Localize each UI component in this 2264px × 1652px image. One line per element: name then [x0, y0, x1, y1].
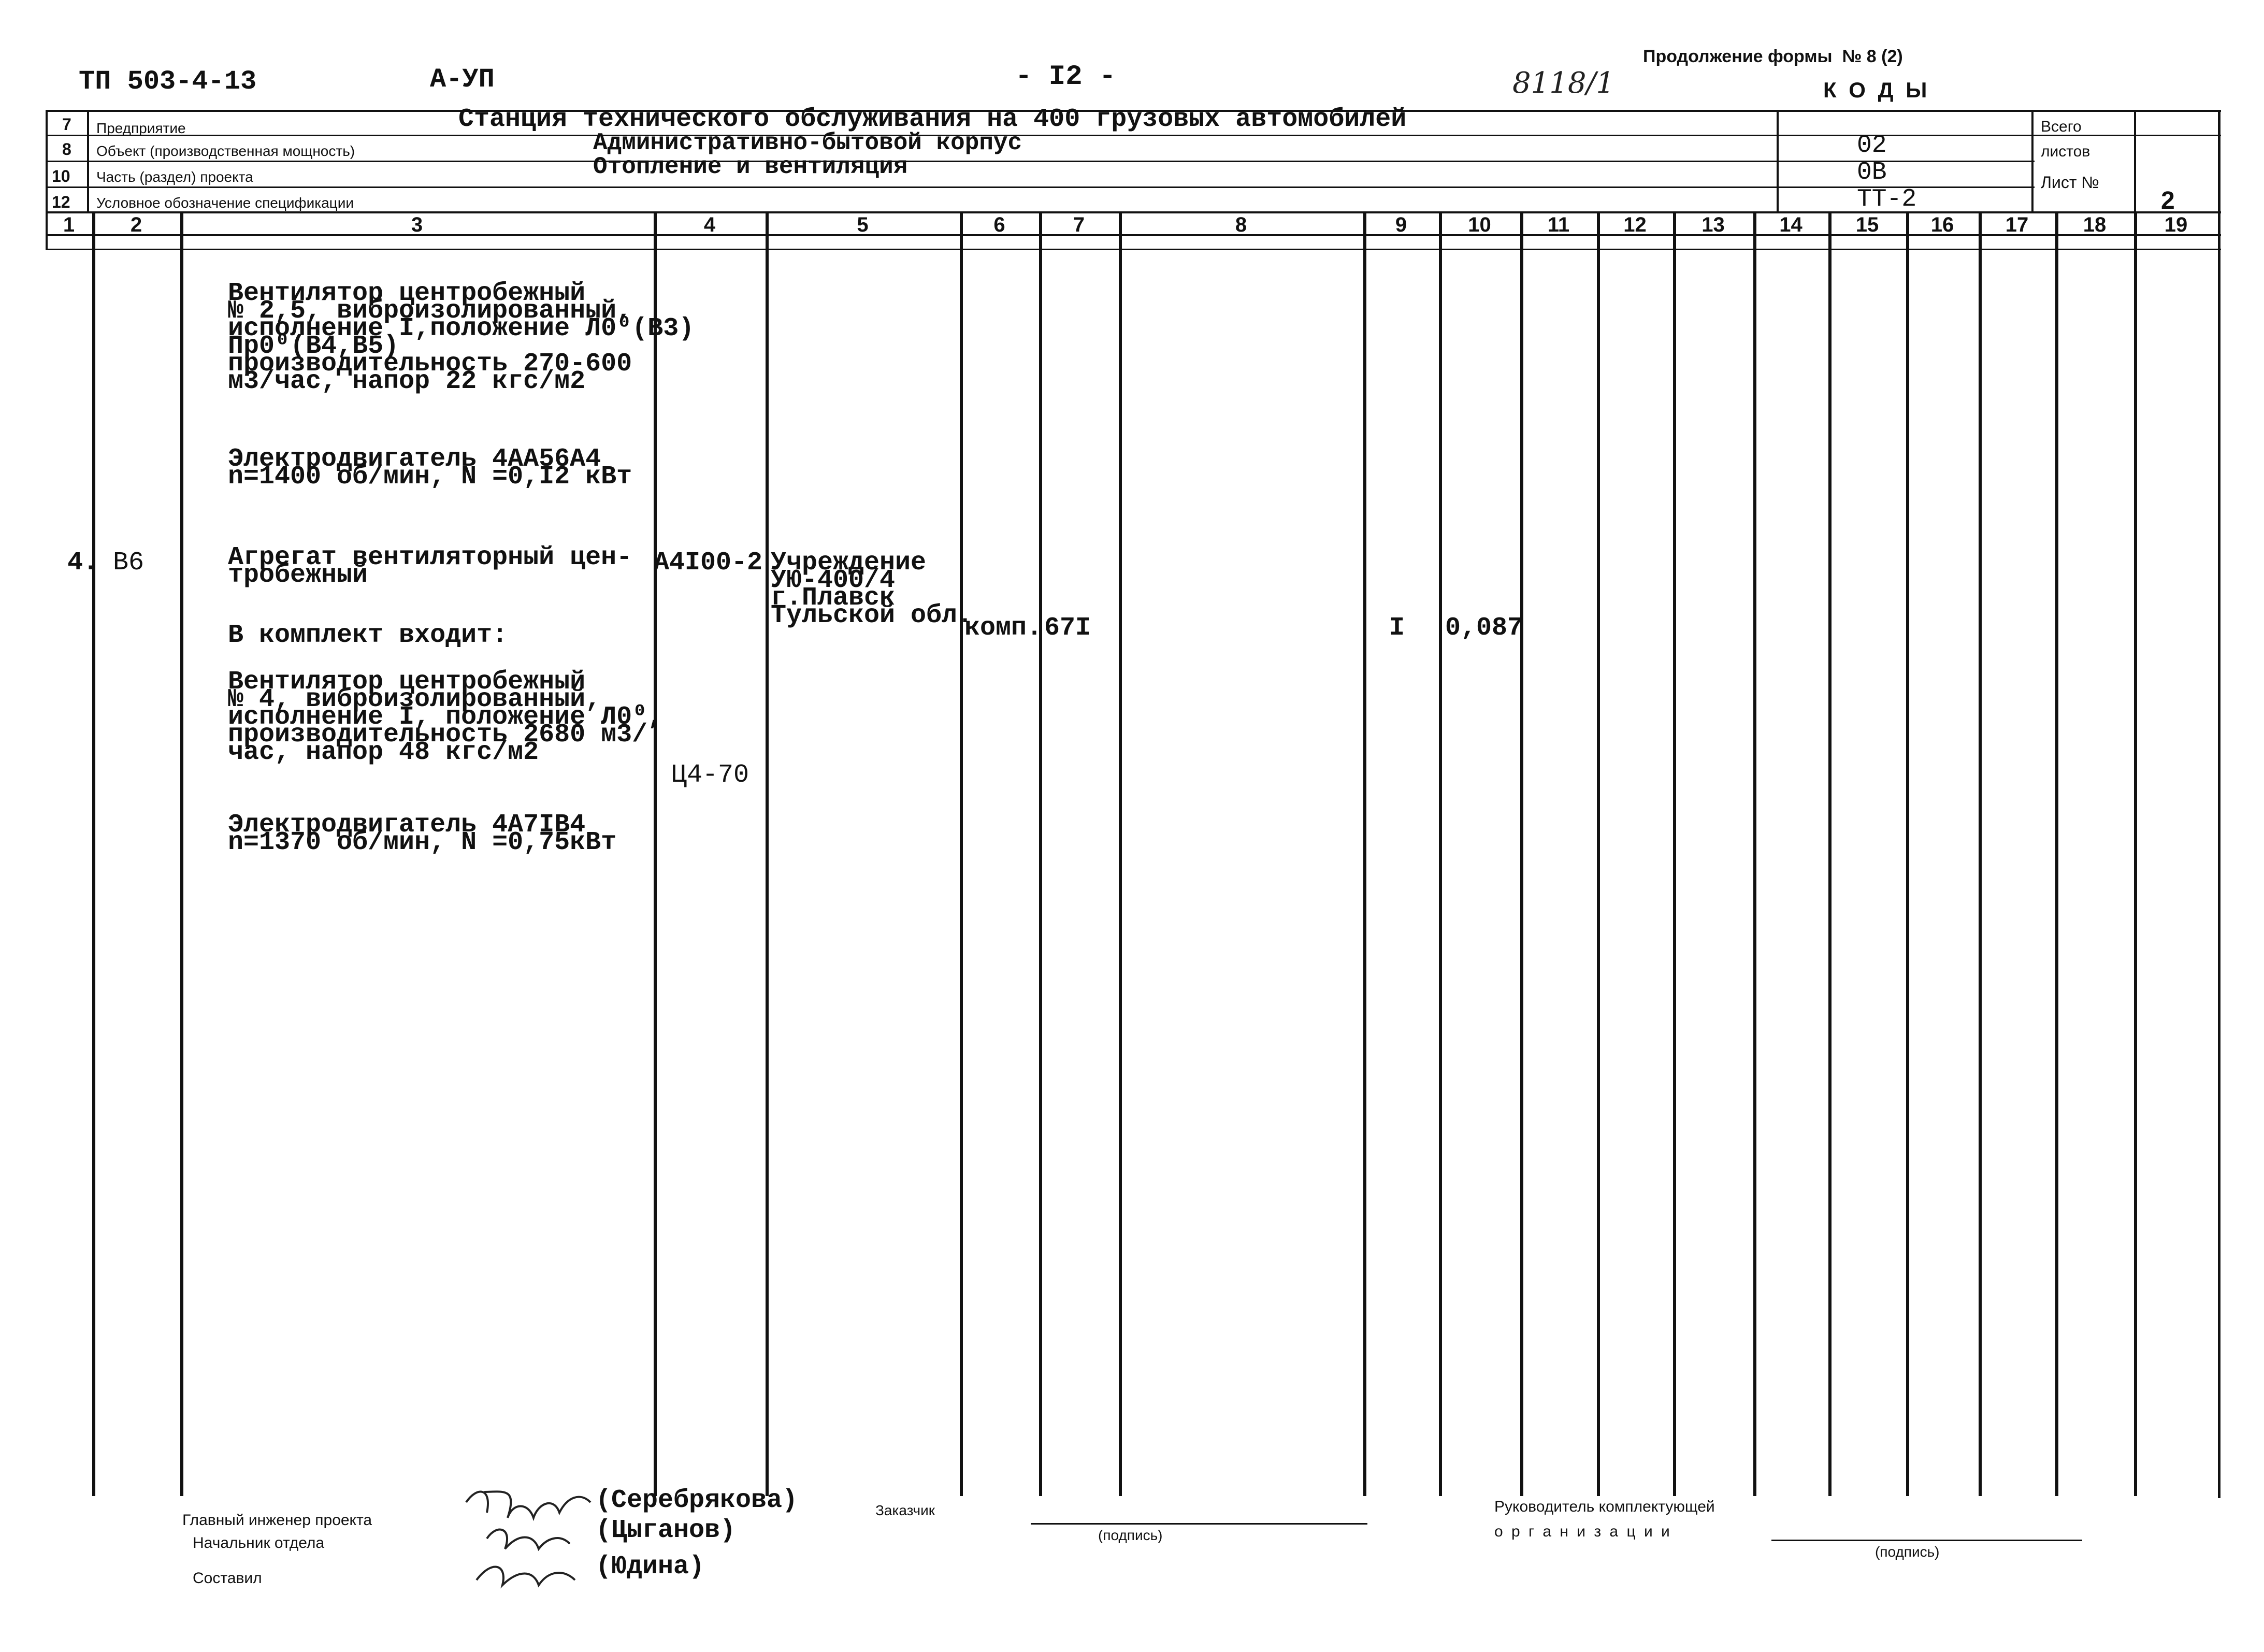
row-number: 7 [62, 115, 71, 134]
column-number: 17 [2005, 213, 2029, 236]
supplier-org-label: о р г а н и з а ц и и [1494, 1523, 1672, 1540]
column-number: 9 [1395, 213, 1407, 236]
item-motor: Электродвигатель 4АА56А4 n=1400 об/мин, N =0,I2 кВт [228, 444, 632, 492]
column-number: 1 [63, 213, 75, 236]
column-number: 8 [1235, 213, 1247, 236]
field-code: 02 [1857, 132, 1887, 160]
sheet-number-label: Лист № [2041, 173, 2099, 192]
compiler-name: (Юдина) [596, 1552, 705, 1582]
item-type: А4I00-2 [654, 548, 763, 578]
customer-signature-caption: (подпись) [1098, 1527, 1163, 1543]
row-number: 8 [62, 140, 71, 159]
dept-head-name: (Цыганов) [596, 1516, 736, 1545]
column-number: 2 [130, 213, 142, 236]
page-number: - I2 - [1015, 61, 1116, 93]
column-number: 4 [703, 213, 716, 236]
row-number: 10 [52, 167, 70, 185]
row-number: 12 [52, 193, 70, 211]
item-quantity: I [1389, 613, 1405, 643]
item-supplier: Учреждение УЮ-400/4 г.Плавск Тульской обл. [771, 548, 973, 630]
fan-description: Вентилятор центробежный № 4, виброизолированный, исполнение I, положение Л0⁰, производительность 2680 м3/ час, напор 48 кгс/м2 [228, 667, 664, 767]
supplier-signature-line [1771, 1540, 2082, 1541]
column-number: 16 [1930, 213, 1954, 236]
field-label: Условное обозначение спецификации [96, 195, 354, 211]
column-number: 12 [1623, 213, 1647, 236]
field-value: Административно-бытовой корпус [593, 130, 1022, 156]
item-description: Вентилятор центробежный № 2,5, виброизолированный, исполнение I,положение Л0⁰(В3) Пр0⁰(В4,В5) производительность 270-600 м3/час, напор 22 кгс/м2 [228, 279, 695, 396]
customer-label: Заказчик [875, 1502, 935, 1518]
total-sheets-label-2: листов [2041, 143, 2090, 160]
column-number: 11 [1547, 213, 1570, 236]
dept-head-label: Начальник отдела [193, 1534, 325, 1552]
item-name: Агрегат вентиляторный цен- тробежный [228, 543, 632, 590]
chief-engineer-name: (Серебрякова) [596, 1486, 798, 1515]
column-number: 14 [1779, 213, 1802, 236]
handwritten-signatures [456, 1482, 596, 1601]
handwritten-mark: 8118/1 [1512, 66, 1615, 100]
field-label: Объект (производственная мощность) [96, 143, 355, 159]
item-mass: 0,087 [1445, 613, 1523, 643]
compiler-label: Составил [193, 1570, 262, 1587]
field-code: 0В [1857, 159, 1887, 186]
field-value: Отопление и вентиляция [593, 153, 908, 180]
column-number: 18 [2083, 213, 2107, 236]
field-label: Часть (раздел) проекта [96, 169, 253, 185]
chief-engineer-label: Главный инженер проекта [182, 1512, 372, 1529]
codes-label: К О Д Ы [1823, 78, 1930, 102]
album-code: А-УП [430, 64, 495, 95]
document-code: ТП 503-4-13 [79, 66, 257, 97]
item-unit: комп. [964, 613, 1043, 643]
field-code: ТТ-2 [1857, 185, 1917, 213]
set-label: В комплект входит: [228, 621, 508, 650]
column-number: 15 [1855, 213, 1879, 236]
field-value: Станция технического обслуживания на 400 грузовых автомобилей [458, 105, 1407, 134]
form-continuation: Продолжение формы № 8 (2) [1643, 47, 1903, 66]
column-number: 5 [857, 213, 869, 236]
supplier-head-label: Руководитель комплектующей [1494, 1498, 1715, 1515]
column-number: 3 [411, 213, 423, 236]
customer-signature-line [1031, 1523, 1367, 1525]
column-number: 7 [1073, 213, 1085, 236]
column-number: 19 [2164, 213, 2188, 236]
sheet-number: 2 [2161, 187, 2175, 214]
fan-motor: Электродвигатель 4А7IВ4 n=1370 об/мин, N =0,75кВт [228, 810, 617, 857]
item-code: В6 [113, 548, 145, 578]
supplier-signature-caption: (подпись) [1875, 1544, 1940, 1560]
column-number: 13 [1701, 213, 1725, 236]
column-number: 10 [1468, 213, 1491, 236]
fan-type: Ц4-70 [671, 760, 749, 790]
column-number: 6 [993, 213, 1005, 236]
total-sheets-label: Всего [2041, 118, 2082, 135]
field-label: Предприятие [96, 120, 186, 136]
position-number: 4. [67, 548, 99, 578]
item-unit-code: 67I [1044, 613, 1091, 643]
